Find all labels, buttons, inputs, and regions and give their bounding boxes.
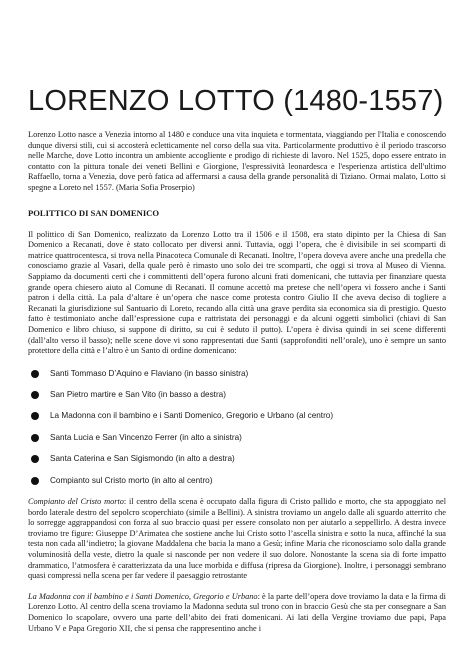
list-item [28,476,446,486]
list-item [28,454,446,464]
list-item [28,411,446,421]
list-item-text: La Madonna con il bambino e i Santi Domenico, Gregorio e Urbano (al centro) [50,411,334,421]
intro-paragraph: Lorenzo Lotto nasce a Venezia intorno al 1480 e conduce una vita inquieta e tormentata, viaggiando per l'Italia e conoscendo dunque diversi stili, cui si accosterà ecletticamente nel corso della sua vita. Particolarmente produttivo è il periodo trascorso nelle Marche, dove Lotto incontra un ambiente accogliente e prodigo di richieste di lavoro. Nel 1525, dopo essere entrato in contatto con la pittura tonale dei veneti Bellini e Giorgione, l'espressività leonardesca e l'esperienza artistica dell'ultimo Raffaello, torna a Venezia, dove però fatica ad affermarsi a causa della grande personalità di Tiziano. Ormai malato, Lotto si spegne a Loreto nel 1557. (Maria Sofia Proserpio) [28,130,446,192]
bullet-icon [31,412,39,420]
list-item [28,369,446,379]
madonna-paragraph [28,592,446,634]
bullet-icon [31,391,39,399]
bullet-icon [31,434,39,442]
saints-list [28,369,446,486]
list-item-text: Compianto sul Cristo morto (in alto al centro) [50,475,213,485]
compianto-lead: Compianto del Cristo morto [28,497,124,507]
list-item-text: Santi Tommaso D’Aquino e Flaviano (in basso sinistra) [50,368,249,378]
madonna-text: : è la parte dell’opera dove troviamo la data e la firma di Lorenzo Lotto. Al centro della scena troviamo la Madonna seduta sul trono con in braccio Gesù che sta per consegnare a San Domenico lo scapolare, ovvero una parte dell’abito dei frati domenicani. Ai lati della Vergine troviamo due papi, Papa Urbano V e Papa Gregorio XII, che si pensa che rappresentino anche i [28,591,446,633]
compianto-text: : il centro della scena è occupato dalla figura di Cristo pallido e morto, che sta appoggiato nel bordo laterale destro del sepolcro scoperchiato (simile a Bellini). A sinistra troviamo un angelo dalle ali sguardo atterrito che lo sorregge aggrappandosi con forza al suo braccio quasi per essere consolato non per aiutarlo a seppellirlo. A destra invece troviamo tre figure: Giuseppe D’Arimatea che sostiene anche lui Cristo sotto l’ascella sinistra e sotto la nuca, affinché la sua testa non cada all’indietro; la giovane Maddalena che bacia la mano a Gesù; infine Maria che riconosciamo solo dalla grande voluminosità della veste, dietro la quale si nasconde per non vedere il suo dolore. Nonostante la scena sia di forte impatto drammatico, l’atmosfera è caratterizzata da una luce morbida e diffusa (ripresa da Giorgione). Inoltre, i personaggi sembrano quasi compressi nella scena per far vedere il paesaggio retrostante [28,497,446,581]
list-item [28,433,446,443]
list-item-text: Santa Caterina e San Sigismondo (in alto a destra) [50,454,235,464]
madonna-lead: La Madonna con il bambino e i Santi Domenico, Gregorio e Urbano [28,591,258,601]
bullet-icon [31,370,39,378]
list-item-text: Santa Lucia e San Vincenzo Ferrer (in alto a sinistra) [50,432,242,442]
document-content [28,84,446,634]
list-item-text: San Pietro martire e San Vito (in basso a destra) [50,390,226,400]
bullet-icon [31,455,39,463]
list-item [28,390,446,400]
section-body-paragraph: Il polittico di San Domenico, realizzato da Lorenzo Lotto tra il 1506 e il 1508, era stato dipinto per la Chiesa di San Domenico a Recanati, dove è stato collocato per diversi anni. Tuttavia, oggi l’opera, che è divisibile in sei scomparti di matrice quattrocentesca, si trova nella Pinacoteca Comunale di Recanati. Inoltre, l’opera doveva avere anche una predella che conosciamo grazie al Vasari, della quale però è rimasto uno solo dei tre scomparti, che oggi si trova al Museo di Vienna. Sappiamo da documenti certi che i committenti dell’opera furono alcuni frati domenicani, che tuttavia per finanziare questa grande opera chiesero aiuto al Comune di Recanati. Il comune accettò ma pretese che nell’opera vi fossero anche i Santi patron i della città. La pala d’altare è un’opera che nasce come protesta contro Giulio II che aveva deciso di togliere a Recanati la giurisdizione sul Santuario di Loreto, recando alla città una grave perdita sia economica sia di prestigio. Questo fatto è testimoniato anche dall’espressione cupa e rattristata dei personaggi e da alcuni oggetti simbolici (chiavi di San Domenico e libro chiuso, si suppone di diritto, su cui è seduto il putto). L’opera è divisa quindi in sei scene differenti (dall’alto verso il basso); nelle scene dove vi sono rappresentati due Santi (sapprofonditi nell’orale), uno è sempre un santo protettore della città e l’altro è un Santo di ordine domenicano: [28,229,446,356]
page-title: LORENZO LOTTO (1480-1557) [28,85,444,117]
bullet-icon [31,477,39,485]
section-heading: POLITTICO DI SAN DOMENICO [28,207,160,218]
compianto-paragraph [28,497,446,582]
